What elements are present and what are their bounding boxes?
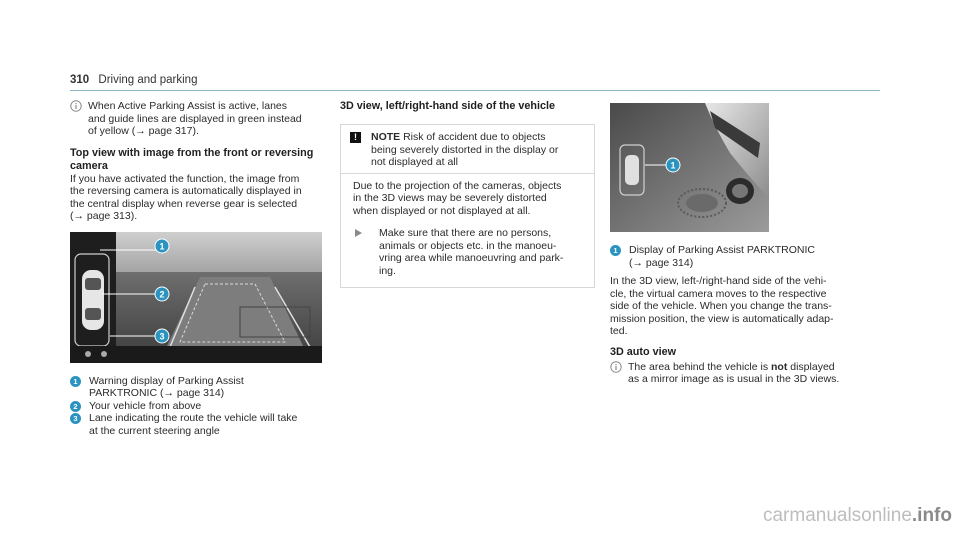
note-header: ! NOTE Risk of accident due to objects being severely distorted in the display or not displayed at all (341, 125, 594, 174)
camera-view-image (70, 232, 322, 363)
3d-view-image (610, 103, 769, 232)
info-note: The area behind the vehicle is not displayed as a mirror image as is usual in the 3D views. (610, 361, 880, 386)
legend-item-1: 1 Display of Parking Assist PARKTRONIC (→ page 314) (610, 244, 880, 269)
arrow-right-icon (355, 229, 369, 237)
legend-item-2: 2 Your vehicle from above (70, 400, 322, 413)
callout-3 (155, 329, 169, 343)
info-icon (70, 100, 82, 112)
svg-text:3: 3 (159, 331, 165, 341)
svg-text:1: 1 (159, 241, 165, 251)
page-header (70, 74, 197, 86)
info-note (70, 100, 322, 138)
page-number: 310 (70, 74, 90, 86)
3d-view-paragraph: In the 3D view, left-/right-hand side of the vehi- cle, the virtual camera moves to the respective side of the vehicle. When you change the trans- mission position, the view is automatically adap- ted. (610, 275, 834, 337)
number-badge: 3 (70, 413, 81, 424)
note-box (340, 124, 595, 288)
legend-item-3: 3 Lane indicating the route the vehicle will take at the current steering angle (70, 412, 322, 437)
info-icon (610, 361, 622, 373)
3d-view-heading: 3D view, left/right-hand side of the vehicle (340, 100, 555, 112)
column-1 (70, 100, 322, 437)
callout-1 (155, 239, 169, 253)
action-item: Make sure that there are no persons, animals or objects etc. in the manoeu- vring area while manoeuvring and park- ing. (353, 227, 582, 277)
note-body: Due to the projection of the cameras, objects in the 3D views may be severely distorted when displayed or not displayed at all. Make sure that there are no persons, animals or objects etc. in the manoeu- vring area while manoeuvring and park- ing. (341, 174, 594, 288)
svg-text:1: 1 (670, 160, 676, 171)
top-view-heading: Top view with image from the front or reversing camera (70, 146, 314, 172)
section-title: Driving and parking (98, 74, 198, 86)
column-2 (340, 100, 594, 288)
number-badge: 1 (610, 245, 621, 256)
callout-1 (666, 158, 680, 172)
note-line: and guide lines are displayed in green instead (88, 112, 302, 125)
note-label: NOTE (371, 131, 401, 143)
warning-icon: ! (350, 132, 361, 143)
image-legend (70, 375, 322, 438)
legend-item-1: 1 Warning display of Parking Assist PARKTRONIC (→ page 314) (70, 375, 322, 400)
number-badge: 2 (70, 401, 81, 412)
header-rule (70, 90, 880, 91)
note-line: When Active Parking Assist is active, lanes (88, 100, 288, 112)
callout-2 (155, 287, 169, 301)
number-badge: 1 (70, 376, 81, 387)
column-3 (610, 103, 880, 386)
note-line: of yellow (→ page 317). (88, 125, 199, 137)
3d-auto-view-heading: 3D auto view (610, 345, 676, 358)
svg-text:2: 2 (159, 289, 165, 299)
top-view-paragraph: If you have activated the function, the image from the reversing camera is automatically displayed in the central display when reverse gear is selected (→ page 313). (70, 172, 302, 222)
watermark: carmanualsonline.info (762, 505, 952, 526)
